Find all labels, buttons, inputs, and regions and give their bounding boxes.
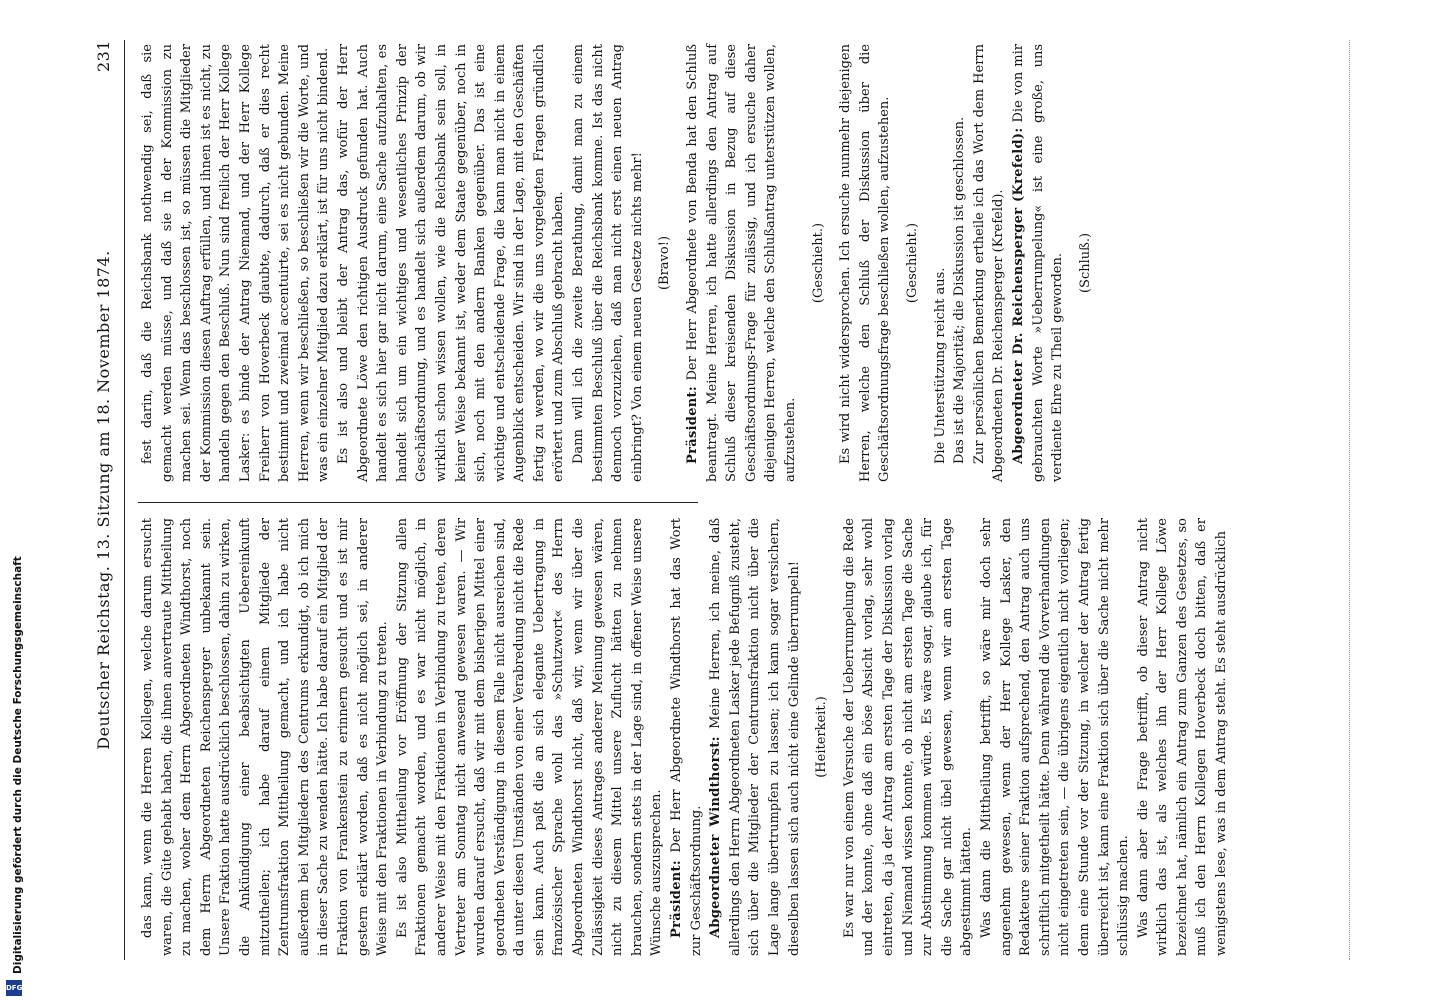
paragraph-text: Meine Herren, ich meine, daß allerdings den Herrn Abgeordneten Lasker jede Befugniß zusteht, sich über die Mitglieder der Centrumsfraktion nicht über die Lage lange übertrumpfen zu lassen; ich kann sogar versichern, dieselben lassen sich auch nicht eine Gelinde überrumpeln! bbox=[708, 517, 802, 956]
paragraph-text: Die Unterstützung reicht aus. bbox=[932, 267, 948, 464]
paragraph-text: Es war nur von einem Versuche der Ueberrumpelung die Rede und der konnte, ohne daß ein böse Absicht vorlag, sehr wohl eintreten, da ja der Antrag am ersten Tage der Diskussion vorlag und Niemand wissen konnte, ob nicht am ersten Tage die Sache zur Abstimmung kommen würde. Es wäre sogar, glaube ich, für die Sache gar nicht übel gewesen, wenn wir am ersten Tage abgestimmt hätten. bbox=[841, 518, 975, 956]
paragraph-text: Es ist also und bleibt der Antrag das, wofür der Herr Abgeordnete Löwe den richtigen Ausdruck gefunden hat. Auch handelt es sich hier gar nicht darum, eine Sache aufzuhalten, es handelt sich um ein wichtiges und wesentliches Prinzip der Geschäftsordnung, und es handelt sich außerdem darum, ob wir wirklich schon wissen wollen, wie die Reichsbank sein soll, in keiner Weise bekannt ist, weder dem Staate gegenüber, noch in sich, noch mit den andern Banken gegenüber. Das ist eine wichtige und entscheidende Frage, die kann man nicht in einem Augenblick entscheiden. Wir sind in der Lage, mit den Geschäften fertig zu werden, wo wir die uns vorgelegten Fragen gründlich erörtert und zum Abschluß gebracht haben. bbox=[335, 44, 567, 482]
paragraph-text: (Bravo!) bbox=[657, 235, 673, 291]
paragraph-text: Der Herr Abgeordnete von Benda hat den Schluß beantragt. Meine Herren, ich hatte allerdings den Antrag auf Schluß dieser kreisenden Diskussion in Bezug auf diese Geschäftsordnungs-Frage für zulässig, und ich ersuche daher diejenigen Herren, welche den Schlußantrag unterstützen wollen, aufzustehen. bbox=[685, 44, 798, 482]
paragraph bbox=[667, 518, 706, 956]
paragraph bbox=[840, 518, 977, 956]
stage-note bbox=[1076, 44, 1096, 482]
footer-edge bbox=[1349, 40, 1364, 960]
stage-note bbox=[812, 518, 832, 956]
paragraph bbox=[138, 518, 393, 956]
page-number: 231 bbox=[94, 40, 113, 73]
paragraph-text: Der Herr Abgeordnete Windthorst hat das Wort zur Geschäftsordnung. bbox=[669, 518, 704, 956]
dfg-logo: DFG bbox=[6, 980, 22, 996]
paragraph bbox=[977, 518, 1134, 956]
digitization-credit: Digitalisierung gefördert durch die Deutsche Forschungsgemeinschaft bbox=[12, 556, 24, 974]
stage-note bbox=[903, 44, 923, 482]
paragraph bbox=[931, 44, 951, 482]
running-head-title: Deutscher Reichstag. 13. Sitzung am 18. November 1874. bbox=[94, 250, 113, 750]
paragraph-text: Was dann die Mittheilung betrifft, so wäre mir doch sehr angenehm gewesen, wenn der Herr Kollege Lasker, den Redakteure seiner Fraktion aufsprechend, den Antrag auch uns schriftlich mitgetheilt hätte. Denn während die Vorverhandlungen nicht eingetreten sein, — die übrigens eigentlich nicht vorliegen; denn eine Stunde vor der Sitzung, in welcher der Antrag fertig überreicht ist, kann eine Fraktion sich über die Sache nicht mehr schlüssig machen. bbox=[978, 518, 1132, 956]
scanned-page bbox=[60, 0, 1370, 1000]
paragraph bbox=[569, 44, 647, 482]
speaker-label: Präsident: bbox=[685, 386, 701, 464]
paragraph bbox=[970, 44, 1009, 482]
paragraph bbox=[706, 518, 804, 956]
paragraph bbox=[1009, 44, 1068, 482]
side-credit bbox=[0, 0, 28, 1000]
paragraph-text: (Geschieht.) bbox=[904, 222, 920, 304]
paragraph bbox=[334, 44, 569, 482]
paragraph bbox=[683, 44, 801, 482]
paragraph bbox=[138, 44, 334, 482]
paragraph-text: Es ist also Mittheilung vor Eröffnung der Sitzung allen Fraktionen gemacht worden, und es war nicht möglich, in anderer Weise mit den Fraktionen in Verbindung zu treten, deren Vertreter am Sonntag nicht anwesend gewesen waren. — Wir wurden darauf ersucht, daß wir mit dem bisherigen Mittel einer geordneten Verständigung in diesem Falle nicht ausreichen sind, da unter diesen Umständen von einer Verabredung nicht die Rede sein kann. Auch paßt die an sich elegante Uebertragung in französischer Sprache wohl das »Schutzwort« des Herrn Abgeordneten Windthorst nicht, daß wir, wenn wir über die Zulässigkeit dieses Antrages anderer Meinung gewesen wären, nicht zu diesem Mittel unsere Zuflucht hätten zu nehmen brauchen, sondern stets in der Lage sind, in offener Weise unsere Wünsche auszusprechen. bbox=[394, 518, 665, 956]
speaker-label: Abgeordneter Windthorst: bbox=[708, 736, 724, 938]
paragraph-text: das kann, wenn die Herren Kollegen, welche darum ersucht waren, die Güte gehabt haben, die ihnen anvertraute Mittheilung zu machen, woher dem Herrn Abgeordneten Windthorst, noch dem Herrn Abgeordneten Reichensperger unbekannt sein. Unsere Fraktion hatte ausdrücklich beschlossen, dahin zu wirken, die Ankündigung einer beabsichtigten Uebereinkunft mitzutheilen; ich habe darauf einem Mitgliede der Zentrumsfraktion Mittheilung gemacht, und ich habe nicht außerdem bei Mitgliedern des Centrums erkundigt, ob ich mich in dieser Sache zu wenden hätte. Ich habe darauf ein Mitglied der Fraktion von Frankenstein zu erinnern gesucht und es ist mir gestern erklärt worden, daß es nicht möglich sei, in anderer Weise mit den Fraktionen in Verbindung zu treten. bbox=[140, 518, 391, 956]
speaker-label: Abgeordneter Dr. Reichensperger (Krefeld): bbox=[1010, 127, 1026, 464]
paragraph bbox=[393, 518, 667, 956]
paragraph-text: (Schluß.) bbox=[1077, 232, 1093, 294]
scan-rotation bbox=[60, 0, 1370, 1000]
paragraph bbox=[1134, 518, 1232, 956]
paragraph-text: Es wird nicht widersprochen. Ich ersuche nunmehr diejenigen Herren, welche den Schluß der Diskussion über die Geschäftsordnungsfrage beschließen wollen, aufzustehen. bbox=[838, 44, 893, 482]
paragraph-text: (Heiterkeit.) bbox=[814, 696, 830, 778]
paragraph bbox=[950, 44, 970, 482]
paragraph-text: Das ist die Majorität; die Diskussion ist geschlossen. bbox=[952, 116, 968, 464]
stage-note bbox=[655, 44, 675, 482]
right-column bbox=[138, 44, 1103, 482]
paragraph-text: Was dann aber die Frage betrifft, ob dieser Antrag nicht wirklich das ist, als welches ihn der Herr Kollege Löwe bezeichnet hat, nämlich ein Antrag zum Ganzen des Gesetzes, so muß ich den Herrn Kollegen Hoverbeck doch bitten, daß er wenigstens lese, was in dem Antrag steht. Es steht ausdrücklich bbox=[1135, 518, 1230, 956]
paragraph-text: Dann will ich die zweite Berathung, damit man zu einem bestimmten Beschluß über die Reichsbank komme. Ist das nicht dennoch vorzuziehen, daß man nicht erst einen neuen Antrag einbringt? Von einem neuen Gesetze nichts mehr! bbox=[571, 44, 645, 482]
stage-note bbox=[809, 44, 829, 482]
paragraph-text: fest darin, daß die Reichsbank nothwendig sei, daß sie gemacht werden müsse, und daß sie in der Kommission zu machen sei. Wenn das beschlossen ist, so müssen die Mitglieder der Kommission diesen Auftrag erfüllen, und ihnen ist es nicht, zu handeln gegen den Beschluß. Nun sind freilich der Herr Kollege Lasker: es binde der Antrag Niemand, und der Herr Kollege Freiherr von Hoverbeck glaubte, dadurch, daß er dies recht bestimmt und zweimal accentuirte, sei es nicht gebunden. Meine Herren, wenn wir beschließen, so beschließen wir die Worte, und was ein einzelner Mitglied dazu erklärt, ist für uns nicht bindend. bbox=[140, 44, 332, 482]
column-divider bbox=[138, 502, 698, 503]
paragraph-text: (Geschieht.) bbox=[810, 222, 826, 304]
left-column bbox=[138, 518, 1232, 956]
paragraph-text: Zur persönlichen Bemerkung ertheile ich das Wort dem Herrn Abgeordneten Dr. Reichensperger (Krefeld). bbox=[971, 44, 1007, 482]
paragraph bbox=[836, 44, 895, 482]
paragraph-text: Die von mir gebrauchten Worte »Ueberrumpelung« ist eine große, uns verdiente Ehre zu Theil geworden. bbox=[1010, 44, 1066, 482]
speaker-label: Präsident: bbox=[669, 860, 685, 938]
running-head bbox=[94, 40, 120, 960]
header-rule bbox=[124, 40, 125, 960]
